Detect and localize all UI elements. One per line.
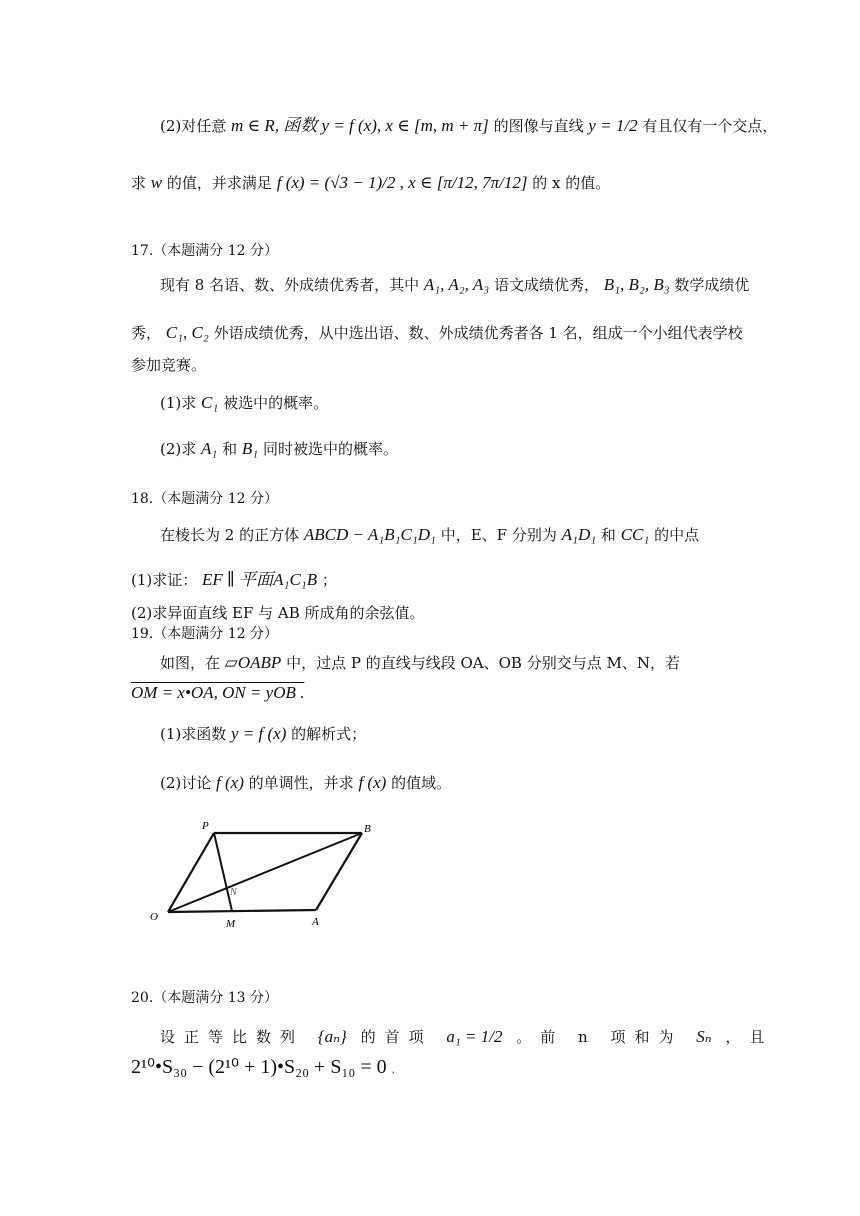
q16-part2-line-math: y = 1/2: [588, 116, 638, 135]
q17-line3: 参加竞赛。: [131, 356, 207, 374]
q17-p2-a: (2)求: [160, 440, 197, 458]
q20-line1: [160, 1027, 773, 1047]
q17-line2: [131, 323, 743, 343]
q19-parallelogram-figure: [140, 815, 380, 935]
q18-l1-c: 和: [600, 526, 616, 544]
edge-OP: [168, 833, 214, 912]
q19-part2: [160, 773, 451, 793]
q19-l1-a: 如图，在: [160, 654, 221, 672]
q18-l1-d: 的中点: [654, 526, 700, 544]
label-O: O: [150, 911, 158, 923]
q20-sn-math: Sₙ: [696, 1027, 712, 1046]
q16-part2-prefix: (2)对任意: [160, 117, 227, 135]
q20-a1-math: a₁ = 1/2: [446, 1027, 503, 1046]
q17-p1-b: 被选中的概率。: [223, 394, 329, 412]
q17-l1-math1: A₁, A₂, A₃: [423, 275, 490, 294]
q17-p1-a: (1)求: [160, 394, 197, 412]
q20-equation-math: 2¹⁰•S₃₀ − (2¹⁰ + 1)•S₂₀ + S₁₀ = 0: [131, 1056, 387, 1078]
q20-l1-b: 的首项: [360, 1028, 433, 1046]
q18-p1-b: ；: [321, 571, 337, 589]
q19-p1-math: y = f (x): [231, 724, 287, 743]
q17-p2-b: 和: [222, 440, 238, 458]
label-N: N: [230, 887, 237, 898]
q17-l2-a: 秀，: [131, 324, 162, 342]
q18-header: 18.（本题满分 12 分）: [131, 491, 278, 507]
q16-w-math: w: [150, 173, 163, 192]
q18-part2: (2)求异面直线 EF 与 AB 所成角的余弦值。: [131, 604, 425, 622]
q19-vector-math: OM = x•OA, ON = yOB .: [131, 683, 305, 702]
q17-l1-math2: B₁, B₂, B₃: [603, 275, 670, 294]
q19-p1-b: 的解析式；: [291, 725, 367, 743]
q18-edge1-math: A₁D₁: [561, 525, 597, 544]
q17-l2-b: 外语成绩优秀，从中选出语、数、外成绩优秀者各 1 名，组成一个小组代表学校: [213, 324, 743, 342]
q20-l2-end: .: [391, 1063, 395, 1076]
q19-p2-a: (2)讨论: [160, 774, 212, 792]
q16-part2-mid: 的图像与直线: [493, 117, 584, 135]
q20-l1-d: ，且: [725, 1028, 774, 1046]
q17-header: 17.（本题满分 12 分）: [131, 243, 278, 259]
q18-l1-a: 在棱长为 2 的正方体: [160, 526, 300, 544]
q19-parallelogram-math: ▱OABP: [224, 653, 282, 672]
label-A: A: [312, 916, 319, 928]
q18-cube-math: ABCD − A₁B₁C₁D₁: [303, 525, 436, 544]
q17-line1: [160, 275, 749, 295]
label-M: M: [226, 918, 236, 930]
q19-p2-math2: f (x): [358, 773, 387, 792]
q20-l1-a: 设正等比数列: [160, 1028, 305, 1046]
q16-equation-math: f (x) = (√3 − 1)/2 , x ∈ [π/12, 7π/12]: [276, 173, 528, 192]
q19-part1: [160, 724, 366, 744]
q17-l1-a: 现有 8 名语、数、外成绩优秀者，其中: [160, 276, 420, 294]
q16-part2-line2: [131, 173, 610, 193]
q20-seq-math: {aₙ}: [317, 1027, 347, 1046]
q17-p2-math2: B₁: [241, 439, 259, 458]
q20-header: 20.（本题满分 13 分）: [131, 990, 278, 1006]
q16-line2-mid: 的值，并求满足: [166, 174, 272, 192]
q16-line2-prefix: 求: [131, 174, 147, 192]
diagonal-OB: [168, 833, 362, 912]
q19-p1-a: (1)求函数: [160, 725, 227, 743]
q18-part1: [131, 570, 337, 590]
q17-l1-b: 语文成绩优秀，: [493, 276, 599, 294]
q16-part2-suffix: 有且仅有一个交点，: [642, 117, 778, 135]
q19-p2-math1: f (x): [216, 773, 244, 792]
q17-p2-c: 同时被选中的概率。: [262, 440, 398, 458]
q17-p2-math1: A₁: [201, 439, 218, 458]
q19-line2: [131, 683, 304, 703]
q19-p2-b: 的单调性，并求: [248, 774, 354, 792]
q16-part2-domain-math: m ∈ R, 函数 y = f (x), x ∈ [m, m + π]: [231, 116, 489, 135]
label-B: B: [364, 823, 371, 835]
q17-part2: [160, 439, 398, 459]
label-P: P: [202, 820, 209, 832]
q17-l1-c: 数学成绩优: [674, 276, 750, 294]
q18-p1-math: EF ∥ 平面A₁C₁B: [202, 570, 318, 589]
segment-PM: [214, 833, 232, 911]
q19-l1-b: 中，过点 P 的直线与线段 OA、OB 分别交与点 M、N，若: [286, 654, 680, 672]
edge-OA: [168, 910, 316, 912]
q16-part2-line1: [160, 116, 777, 136]
edge-BA: [316, 833, 362, 910]
q19-line1: [160, 653, 680, 673]
q19-p2-c: 的值域。: [391, 774, 452, 792]
q16-line2-suffix: 的 x 的值。: [532, 174, 611, 192]
q20-line2: [131, 1057, 395, 1080]
q17-l2-math: C₁, C₂: [165, 323, 209, 342]
q17-part1: [160, 393, 328, 413]
q18-line1: [160, 525, 699, 545]
q20-l1-c: 。前 n 项和为: [516, 1028, 683, 1046]
q17-p1-math: C₁: [201, 393, 219, 412]
q19-header: 19.（本题满分 12 分）: [131, 626, 278, 642]
q18-l1-b: 中，E、F 分别为: [440, 526, 557, 544]
q18-p1-a: (1)求证：: [131, 571, 198, 589]
q18-edge2-math: CC₁: [620, 525, 650, 544]
